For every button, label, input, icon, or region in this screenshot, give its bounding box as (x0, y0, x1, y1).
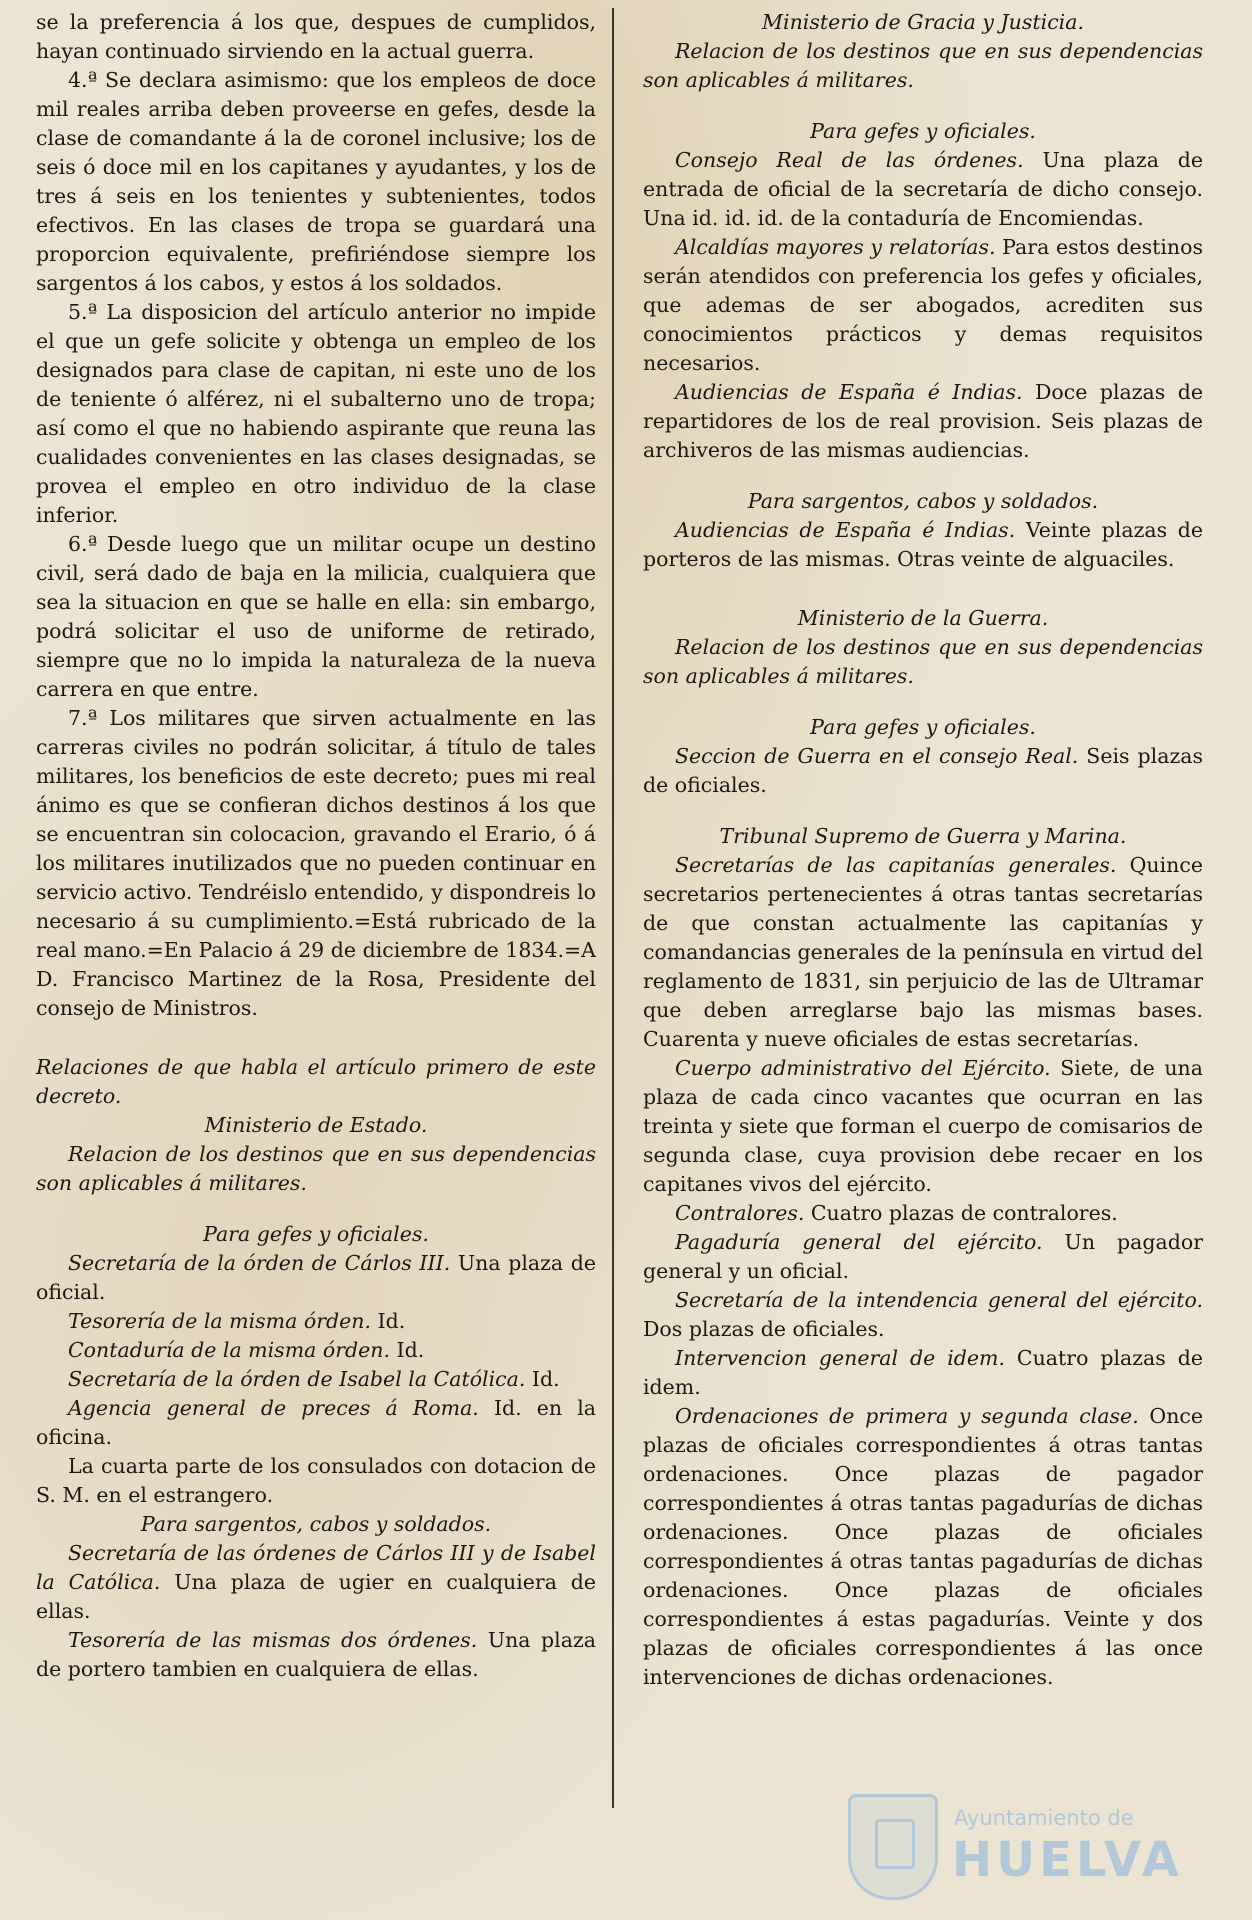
entry-title: Secretaría de la órden de Isabel la Católica. (68, 1367, 526, 1391)
continued-paragraph: se la preferencia á los que, despues de cumplidos, hayan continuado sirviendo en la actual guerra. (36, 10, 596, 63)
entry-text: Un pagador general y un oficial. (643, 1230, 1203, 1283)
right-column (643, 8, 1203, 1692)
tribunal-heading: Tribunal Supremo de Guerra y Marina. (719, 824, 1127, 848)
entry-title: Audiencias de España é Indias. (675, 380, 1023, 404)
article-7: 7.ª Los militares que sirven actualmente en las carreras civiles no podrán solicitar, á título de tales militares, los beneficios de este decreto; pues mi real ánimo es que se confieran dichos destinos á los que se encuentran sin colocacion, gravando el Erario, ó á los militares inutilizados que no pueden continuar en servicio activo. Tendréislo entendido, y dispondreis lo necesario á su cumplimiento.=Está rubricado de la real mano.=En Palacio á 29 de diciembre de 1834.=A D. Francisco Martinez de la Rosa, Presidente del consejo de Ministros. (36, 706, 596, 1020)
entry-consulados: La cuarta parte de los consulados con dotacion de S. M. en el estrangero. (36, 1454, 596, 1507)
entry-text: Veinte plazas de porteros de las mismas. Otras veinte de alguaciles. (643, 518, 1203, 571)
entry-title: Secretaría de la intendencia general del ejército. (675, 1288, 1203, 1312)
left-column (36, 8, 596, 1684)
entry-title: Secretarías de las capitanías generales. (675, 853, 1117, 877)
entry-title: Contralores. (675, 1201, 805, 1225)
entry-text: Id. (525, 1367, 560, 1391)
entry-title: Alcaldías mayores y relatorías. (675, 235, 996, 259)
relacion-estado: Relacion de los destinos que en sus dependencias son aplicables á militares. (36, 1142, 596, 1195)
entry-contralores (643, 1199, 1203, 1228)
article-6: 6.ª Desde luego que un militar ocupe un destino civil, será dado de baja en la milicia, cualquiera que sea la situacion en que se halle en ella: sin embargo, podrá solicitar el uso de uniforme de retirado, siempre que no lo impida la naturaleza de la nueva carrera en que entre. (36, 532, 596, 701)
entry-title: Agencia general de preces á Roma. (68, 1396, 479, 1420)
entry-text: Once plazas de oficiales correspondientes á otras tantas ordenaciones. Once plazas de pagador correspondientes á otras tantas pagadurías de dichas ordenaciones. Once plazas de oficiales correspondientes á otras tantas pagadurías de dichas ordenaciones. Once plazas de oficiales correspondientes á estas pagadurías. Veinte y dos plazas de oficiales correspondientes á las once intervenciones de dichas ordenaciones. (643, 1404, 1204, 1689)
entry-carlos-iii (36, 1249, 596, 1307)
entry-text: Una plaza de oficial. (36, 1251, 597, 1304)
entry-ordenes-ugier (36, 1539, 596, 1626)
entry-text: Doce plazas de repartidores de los de real provision. Seis plazas de archiveros de las mismas audiencias. (643, 380, 1204, 462)
entry-text: Una plaza de ugier en cualquiera de ellas. (36, 1570, 596, 1623)
entry-secretarias-capitanias (643, 851, 1203, 1054)
ministerio-gracia-heading: Ministerio de Gracia y Justicia. (762, 10, 1084, 34)
entry-tesoreria-portero (36, 1626, 596, 1684)
entry-text: Id. (370, 1309, 406, 1333)
section-gefes-oficiales-guerra: Para gefes y oficiales. (810, 715, 1036, 739)
ministerio-estado-heading: Ministerio de Estado. (204, 1113, 428, 1137)
entry-text: Quince secretarios pertenecientes á otras tantas secretarías de que constan actualmente las capitanías y comandancias generales de la península en virtud del reglamento de 1831, sin perjuicio de las de Ultramar que deben arreglarse bajo las mismas bases. Cuarenta y nueve oficiales de estas secretarías. (643, 853, 1203, 1051)
ayuntamiento-huelva-watermark (848, 1792, 1208, 1904)
relacion-guerra: Relacion de los destinos que en sus dependencias son aplicables á militares. (643, 635, 1203, 688)
section-gefes-oficiales: Para gefes y oficiales. (203, 1222, 429, 1246)
column-divider (612, 8, 614, 1808)
entry-cuerpo-administrativo (643, 1054, 1203, 1199)
entry-title: Intervencion general de idem. (675, 1346, 1005, 1370)
entry-tesoreria (36, 1307, 596, 1336)
entry-contaduria (36, 1336, 596, 1365)
entry-title: Consejo Real de las órdenes. (675, 148, 1024, 172)
entry-text: Dos plazas de oficiales. (643, 1317, 885, 1341)
entry-text: Cuatro plazas de idem. (643, 1346, 1203, 1399)
entry-title: Audiencias de España é Indias. (675, 518, 1016, 542)
entry-title: Secretaría de las órdenes de Cárlos III y de Isabel la Católica. (36, 1541, 596, 1594)
entry-intendencia (643, 1286, 1203, 1344)
entry-agencia-roma (36, 1394, 596, 1452)
watermark-line1: Ayuntamiento de (954, 1806, 1134, 1830)
article-5: 5.ª La disposicion del artículo anterior no impide el que un gefe solicite y obtenga un empleo de los designados para clase de capitan, ni este uno de los de teniente ó alférez, ni el subalterno uno de tropa; así como el que no habiendo aspirante que reuna las cualidades convenientes en las clases designadas, se provea el empleo en otro individuo de la clase inferior. (36, 300, 596, 527)
entry-audiencias-porteros (643, 516, 1203, 574)
entry-audiencias (643, 378, 1203, 465)
entry-text: Seis plazas de oficiales. (643, 744, 1203, 797)
entry-title: Ordenaciones de primera y segunda clase. (675, 1404, 1139, 1428)
entry-text: Una plaza de entrada de oficial de la secretaría de dicho consejo. Una id. id. id. de la contaduría de Encomiendas. (643, 148, 1204, 230)
section-sargentos-cabos: Para sargentos, cabos y soldados. (140, 1512, 492, 1536)
section-gefes-oficiales: Para gefes y oficiales. (810, 119, 1036, 143)
entry-title: Contaduría de la misma órden. (68, 1338, 390, 1362)
article-4: 4.ª Se declara asimismo: que los empleos de doce mil reales arriba deben proveerse en gefes, desde la clase de comandante á la de coronel inclusive; los de seis ó doce mil en los capitanes y ayudantes, y los de tres á seis en los tenientes y subtenientes, todos efectivos. En las clases de tropa se guardará una proporcion equivalente, prefiriéndose siempre los sargentos á los cabos, y estos á los soldados. (36, 68, 596, 295)
entry-text: Id. en la oficina. (36, 1396, 597, 1449)
entry-title: Pagaduría general del ejército. (675, 1230, 1043, 1254)
relacion-gracia: Relacion de los destinos que en sus dependencias son aplicables á militares. (643, 39, 1203, 92)
entry-alcaldias (643, 233, 1203, 378)
entry-title: Secretaría de la órden de Cárlos III. (68, 1251, 451, 1275)
entry-ordenaciones (643, 1402, 1203, 1692)
relaciones-heading: Relaciones de que habla el artículo primero de este decreto. (36, 1055, 596, 1108)
entry-text: Siete, de una plaza de cada cinco vacantes que ocurran en las treinta y siete que forman el cuerpo de comisarios de segunda clase, cuya provision debe recaer en los capitanes vivos del ejército. (643, 1056, 1203, 1196)
section-sargentos-cabos: Para sargentos, cabos y soldados. (747, 489, 1099, 513)
entry-title: Tesorería de las mismas dos órdenes. (68, 1628, 478, 1652)
coat-of-arms-icon (848, 1794, 938, 1900)
entry-text: Id. (389, 1338, 425, 1362)
entry-pagaduria (643, 1228, 1203, 1286)
entry-text: Una plaza de portero tambien en cualquiera de ellas. (36, 1628, 596, 1681)
entry-text: Para estos destinos serán atendidos con preferencia los gefes y oficiales, que ademas de ser abogados, acrediten sus conocimientos prácticos y demas requisitos necesarios. (643, 235, 1203, 375)
entry-consejo-ordenes (643, 146, 1203, 233)
entry-title: Cuerpo administrativo del Ejército. (675, 1056, 1051, 1080)
entry-seccion-guerra (643, 742, 1203, 800)
watermark-line2: HUELVA (952, 1832, 1183, 1888)
entry-title: Tesorería de la misma órden. (68, 1309, 371, 1333)
entry-isabel-catolica (36, 1365, 596, 1394)
entry-title: Seccion de Guerra en el consejo Real. (675, 744, 1079, 768)
entry-intervencion (643, 1344, 1203, 1402)
entry-text: Cuatro plazas de contralores. (804, 1201, 1118, 1225)
ministerio-guerra-heading: Ministerio de la Guerra. (797, 606, 1049, 630)
